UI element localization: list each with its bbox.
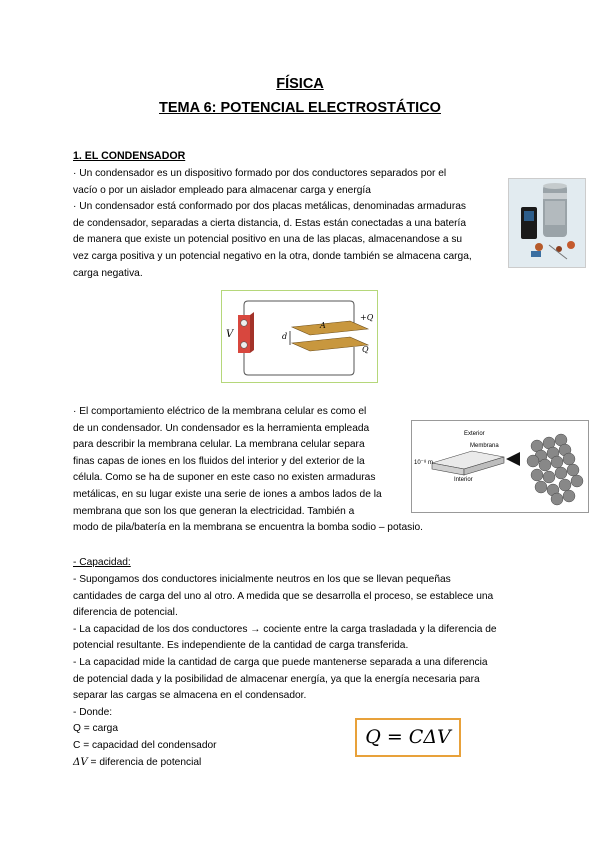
voltage-label: V bbox=[226, 329, 234, 340]
membrana-line: · El comportamiento eléctrico de la membrana celular es como el bbox=[73, 406, 367, 417]
capacidad-line: separar las cargas se almacena en el condensador. bbox=[73, 690, 307, 702]
condensador-line: · Un condensador es un dispositivo formado por dos conductores separados por el bbox=[73, 168, 447, 179]
interior-label: Interior bbox=[454, 477, 473, 483]
membrana-line: de un condensador. Un condensador es la herramienta empleada bbox=[73, 422, 370, 434]
capacidad-line: - Donde: bbox=[73, 706, 113, 718]
capacidad-line: C = capacidad del condensador bbox=[73, 740, 217, 751]
capacidad-line: - La capacidad mide la cantidad de carga que puede mantenerse separada a una diferencia bbox=[73, 657, 488, 668]
condensador-line: · Un condensador está conformado por dos placas metálicas, denominadas armaduras bbox=[73, 201, 466, 213]
membrana-line: célula. Como se ha de suponer en este caso no existen armaduras bbox=[73, 472, 376, 484]
capacidad-line: cantidades de carga del uno al otro. A medida que se desarrolla el proceso, se establece una bbox=[73, 590, 494, 602]
capacity-formula: Q = CΔV bbox=[355, 718, 461, 757]
scale-label: 10⁻⁸ m bbox=[414, 460, 434, 466]
membrana-line: para describir la membrana celular. La membrana celular separa bbox=[73, 439, 365, 451]
topic-title: TEMA 6: POTENCIAL ELECTROSTÁTICO bbox=[159, 100, 441, 116]
condensador-line: de manera que existe un potencial positivo en una de las placas, almacenandose a su bbox=[73, 234, 463, 246]
condensador-line: de condensador, separadas a cierta distancia, d. Estas están conectadas a una batería bbox=[73, 217, 467, 229]
capacitor-photo bbox=[508, 178, 586, 268]
membrana-line: finas capas de iones en los fluidos del interior y del exterior de la bbox=[73, 455, 365, 467]
membrane-label: Membrana bbox=[470, 443, 499, 449]
area-label: A bbox=[320, 321, 326, 330]
subject-title: FÍSICA bbox=[276, 76, 324, 92]
capacity-heading: - Capacidad: bbox=[73, 557, 131, 568]
capacitor-diagram bbox=[221, 290, 378, 383]
capacidad-line: - Supongamos dos conductores inicialmente neutros en los que se llevan pequeñas bbox=[73, 574, 451, 585]
negative-charge-label: Q bbox=[362, 345, 369, 354]
membrana-line: metálicas, en su lugar existe una serie de iones a ambos lados de la bbox=[73, 489, 382, 500]
capacidad-line: diferencia de potencial. bbox=[73, 607, 178, 619]
membrana-line: membrana que son los que generan la electricidad. También a bbox=[73, 505, 355, 517]
capacidad-line: Q = carga bbox=[73, 723, 119, 735]
delta-v-text: = diferencia de potencial bbox=[87, 757, 202, 768]
condensador-line: carga negativa. bbox=[73, 267, 143, 279]
condensador-line: vez carga positiva y un potencial negativo en la otra, donde también se almacena carga, bbox=[73, 251, 472, 262]
capacidad-line: de potencial dada y la posibilidad de almacenar energía, ya que la energía necesaria para bbox=[73, 673, 480, 685]
section-heading: 1. EL CONDENSADOR bbox=[73, 150, 186, 162]
exterior-label: Exterior bbox=[464, 431, 485, 437]
delta-v-definition bbox=[73, 755, 201, 771]
membrana-line: modo de pila/batería en la membrana se encuentra la bomba sodio – potasio. bbox=[73, 522, 423, 534]
capacidad-line: - La capacidad de los dos conductores → cociente entre la carga trasladada y la diferencia de bbox=[73, 623, 497, 635]
delta-v-symbol: ΔV bbox=[73, 757, 88, 768]
capacidad-line: potencial resultante. Es independiente de la cantidad de carga transferida. bbox=[73, 640, 409, 652]
positive-charge-label: +Q bbox=[360, 313, 374, 322]
condensador-line: vacío o por un aislador empleado para almacenar carga y energía bbox=[73, 184, 371, 196]
distance-label: d bbox=[282, 332, 288, 341]
membrane-diagram bbox=[411, 420, 589, 513]
